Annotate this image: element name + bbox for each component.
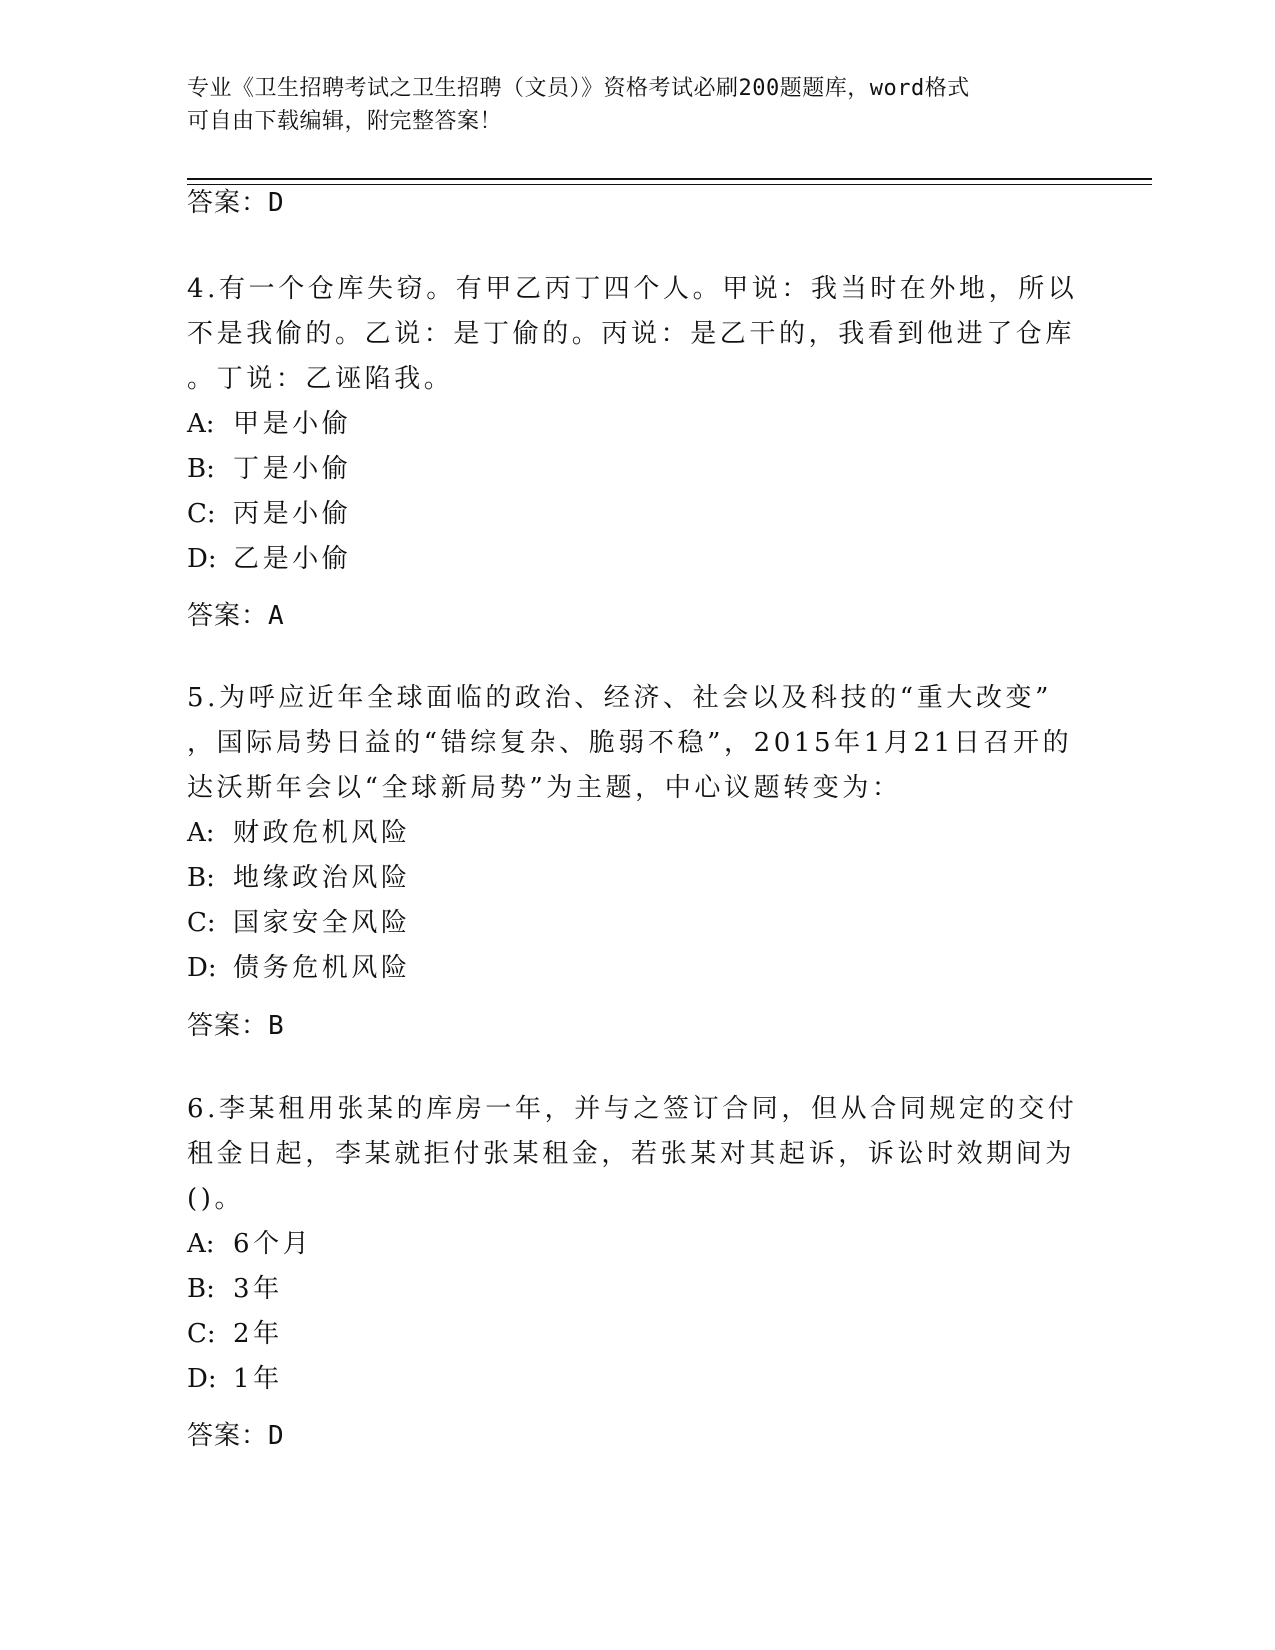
answer-q5: 答案：B [187, 1011, 285, 1041]
answer-q3: 答案：D [187, 188, 285, 218]
question-6-line-1: 6.李某租用张某的库房一年，并与之签订合同，但从合同规定的交付 [187, 1094, 1078, 1124]
header-rule-thin [187, 184, 1152, 185]
header-rule-thick [187, 178, 1152, 180]
question-6 [187, 1087, 1087, 1402]
option-a: A: 6个月 [187, 1229, 313, 1259]
option-a: A: 甲是小偷 [187, 409, 352, 439]
question-4-line-1: 4.有一个仓库失窃。有甲乙丙丁四个人。甲说：我当时在外地，所以 [187, 274, 1078, 304]
question-5-line-2: ，国际局势日益的“错综复杂、脆弱不稳”，2015年1月21日召开的 [187, 728, 1073, 758]
question-6-line-2: 租金日起，李某就拒付张某租金，若张某对其起诉，诉讼时效期间为 [187, 1139, 1076, 1169]
option-c: C: 2年 [187, 1319, 283, 1349]
option-b: B: 丁是小偷 [187, 454, 352, 484]
option-b: B: 3年 [187, 1274, 283, 1304]
header-line-2: 可自由下载编辑，附完整答案！ [187, 109, 503, 134]
option-c: C: 国家安全风险 [187, 908, 411, 938]
question-6-line-3: ()。 [187, 1184, 245, 1214]
option-d: D: 1年 [187, 1364, 283, 1394]
question-4-line-2: 不是我偷的。乙说：是丁偷的。丙说：是乙干的，我看到他进了仓库 [187, 319, 1076, 349]
answer-q6: 答案：D [187, 1421, 285, 1451]
question-5-line-1: 5.为呼应近年全球面临的政治、经济、社会以及科技的“重大改变” [187, 683, 1052, 713]
option-b: B: 地缘政治风险 [187, 863, 411, 893]
document-header [187, 72, 1067, 138]
question-4-line-3: 。丁说：乙诬陷我。 [187, 364, 454, 394]
option-d: D: 债务危机风险 [187, 953, 411, 983]
question-4 [187, 267, 1087, 582]
option-d: D: 乙是小偷 [187, 544, 352, 574]
header-line-1: 专业《卫生招聘考试之卫生招聘（文员）》资格考试必刷200题题库，word格式 [187, 76, 970, 101]
question-5 [187, 676, 1087, 991]
answer-q4: 答案：A [187, 601, 285, 631]
option-a: A: 财政危机风险 [187, 818, 411, 848]
question-5-line-3: 达沃斯年会以“全球新局势”为主题，中心议题转变为： [187, 773, 902, 803]
option-c: C: 丙是小偷 [187, 499, 352, 529]
